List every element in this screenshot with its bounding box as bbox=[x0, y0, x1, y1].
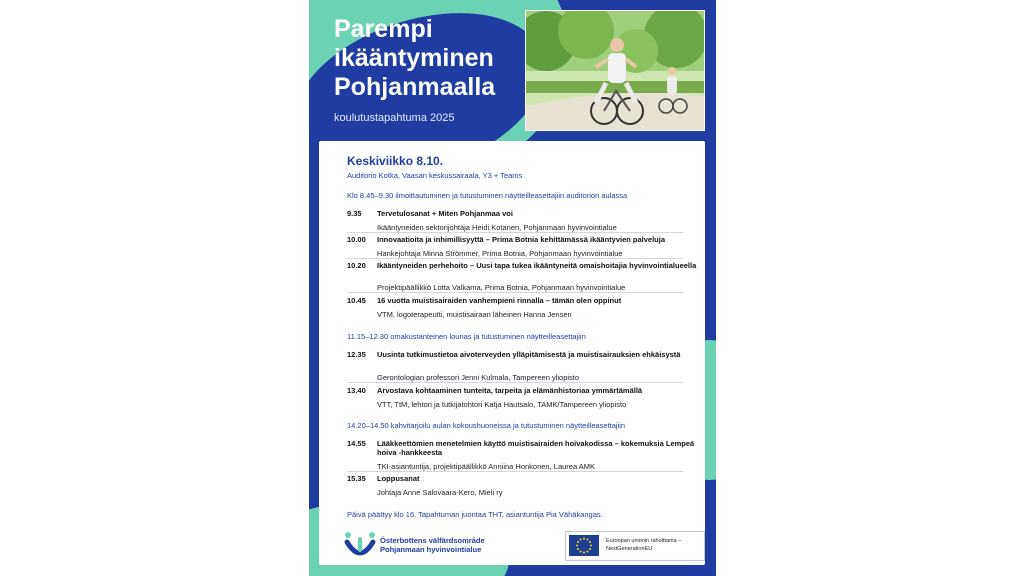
divider bbox=[347, 258, 683, 259]
item-time: 10.20 bbox=[347, 261, 366, 270]
item-speaker: VTM, logoterapeutti, muistisairaan läheinen Hanna Jensen bbox=[377, 310, 572, 319]
divider bbox=[347, 382, 683, 383]
item-title: Tervetulosanat + Miten Pohjanmaa voi bbox=[377, 209, 513, 218]
item-title: Lääkkeettömien menetelmien käyttö muistisairaiden hoivakodissa – kokemuksia Lempeä hoiva -hankkeesta bbox=[377, 439, 695, 457]
item-title: Uusinta tutkimustietoa aivoterveyden ylläpitämisestä ja muistisairauksien ehkäisystä bbox=[377, 350, 681, 359]
title-line: ikääntyminen bbox=[334, 44, 494, 72]
item-time: 13.40 bbox=[347, 386, 366, 395]
program-note: 11.15–12.30 omakustanteinen lounas ja tutustuminen näytteilleasettajiin bbox=[347, 332, 586, 341]
organization-name-swedish: Österbottens välfärdsområde bbox=[380, 536, 485, 545]
item-speaker: Gerontologian professori Jenni Kulmala, Tampereen yliopisto bbox=[377, 373, 580, 382]
item-title: Ikääntyneiden perhehoito – Uusi tapa tukea ikääntyneitä omaishoitajia hyvinvointialueella bbox=[377, 261, 697, 270]
item-speaker: VTT, TtM, lehtori ja tutkijatohtori Katja Hautsalo, TAMK/Tampereen yliopisto bbox=[377, 400, 627, 409]
item-time: 12.35 bbox=[347, 350, 366, 359]
eu-funding-logo bbox=[565, 531, 705, 561]
divider bbox=[347, 292, 683, 293]
item-speaker: Hankejohtaja Minna Strömmer, Prima Botnia, Pohjanmaan hyvinvointialue bbox=[377, 249, 623, 258]
poster-subtitle: koulutustapahtuma 2025 bbox=[334, 112, 455, 124]
cyclists-photo bbox=[525, 10, 705, 131]
event-poster bbox=[309, 0, 716, 576]
item-speaker: Projektipäällikkö Lotta Valkama, Prima Botnia, Pohjanmaan hyvinvointialue bbox=[377, 283, 626, 292]
organization-logo bbox=[344, 530, 504, 558]
title-line: Parempi bbox=[334, 15, 433, 43]
eu-funding-program: NextGenerationEU bbox=[606, 546, 653, 552]
item-time: 10.00 bbox=[347, 235, 366, 244]
program-card bbox=[319, 141, 705, 565]
program-note: 14.20–14.50 kahvitarjoilu aulan kokoushuoneissa ja tutustuminen näytteilleasettajiin bbox=[347, 421, 626, 430]
item-time: 14.55 bbox=[347, 439, 366, 448]
poster-title bbox=[334, 15, 534, 102]
eu-funding-text: Euroopan unionin rahoittama – bbox=[606, 538, 682, 544]
item-speaker: TKI-asiantuntija, projektipäällikkö Anniina Honkonen, Laurea AMK bbox=[377, 462, 596, 471]
program-note: Klo 8.45–9.30 ilmoittautuminen ja tutustuminen näytteilleasettajiin auditorion aulassa bbox=[347, 191, 628, 200]
item-speaker: Johtaja Anne Salovaara-Kero, Mieli ry bbox=[377, 488, 503, 497]
item-time: 10.45 bbox=[347, 296, 366, 305]
title-line: Pohjanmaalla bbox=[334, 73, 496, 101]
program-place: Auditorio Kotka, Vaasan keskussairaala, Y3 + Teams bbox=[347, 171, 523, 180]
organization-symbol-icon bbox=[344, 530, 376, 558]
item-title: Arvostava kohtaaminen tunteita, tarpeita ja elämänhistoriaa ymmärtämällä bbox=[377, 386, 643, 395]
item-title: Loppusanat bbox=[377, 474, 420, 483]
item-time: 15.35 bbox=[347, 474, 366, 483]
item-time: 9.35 bbox=[347, 209, 362, 218]
item-title: Innovaatioita ja inhimillisyyttä – Prima Botnia kehittämässä ikääntyvien palveluja bbox=[377, 235, 666, 244]
item-title: 16 vuotta muistisairaiden vanhempieni rinnalla – tämän olen oppinut bbox=[377, 296, 622, 305]
program-footer-note: Päivä päättyy klo 16. Tapahtuman juontaa THT, asiantuntija Pia Vähäkangas. bbox=[347, 510, 603, 519]
divider bbox=[347, 471, 683, 472]
item-speaker: Ikääntyneiden sektorijohtaja Heidi Kotanen, Pohjanmaan hyvinvointialue bbox=[377, 223, 617, 232]
divider bbox=[347, 232, 683, 233]
organization-name-finnish: Pohjanmaan hyvinvointialue bbox=[380, 545, 482, 554]
program-day: Keskiviikko 8.10. bbox=[347, 154, 444, 168]
eu-flag-icon bbox=[569, 535, 599, 556]
